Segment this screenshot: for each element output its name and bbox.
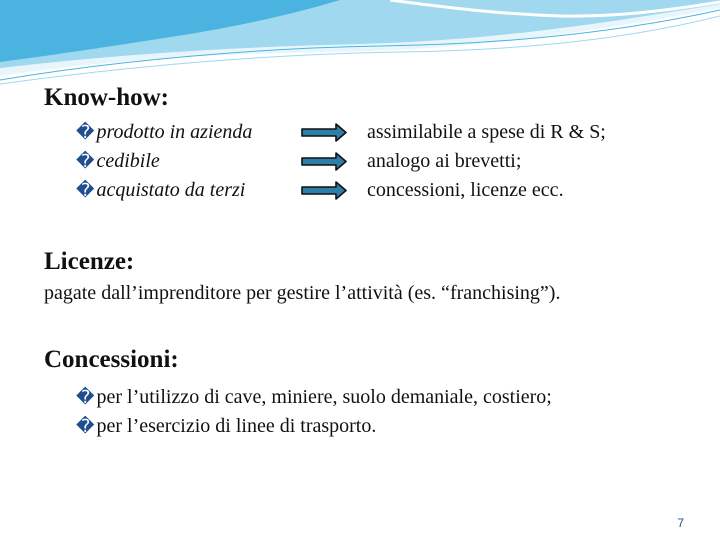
bullet-glyph: � [76, 151, 95, 171]
page-number: 7 [677, 516, 684, 530]
bullet-glyph: � [76, 416, 95, 436]
double-arrow-right-icon [300, 176, 348, 205]
knowhow-source-item: cedibile [96, 150, 160, 172]
knowhow-treatment-item: assimilabile a spese di R & S; [367, 121, 606, 143]
list-item [76, 147, 252, 176]
knowhow-source-item: acquistato da terzi [96, 179, 246, 201]
double-arrow-right-icon [300, 118, 348, 147]
list-item [76, 412, 552, 441]
licenze-heading: Licenze: [44, 248, 135, 275]
bullet-glyph: � [76, 180, 95, 200]
knowhow-treatment-item: analogo ai brevetti; [367, 150, 522, 172]
knowhow-source-item: prodotto in azienda [96, 121, 253, 143]
list-item [76, 176, 252, 205]
list-item [76, 118, 252, 147]
concessioni-list [76, 383, 552, 441]
knowhow-treatment-list [367, 118, 606, 205]
knowhow-arrows [300, 118, 348, 205]
concessioni-heading: Concessioni: [44, 346, 179, 373]
bullet-glyph: � [76, 122, 95, 142]
double-arrow-right-icon [300, 147, 348, 176]
list-item [76, 383, 552, 412]
concessioni-item: per l’esercizio di linee di trasporto. [96, 415, 377, 437]
header-wave-decoration [0, 0, 720, 90]
bullet-glyph: � [76, 387, 95, 407]
knowhow-source-list [76, 118, 252, 205]
licenze-text: pagate dall’imprenditore per gestire l’attività (es. “franchising”). [44, 282, 561, 304]
knowhow-treatment-item: concessioni, licenze ecc. [367, 179, 564, 201]
knowhow-heading: Know-how: [44, 84, 170, 111]
concessioni-item: per l’utilizzo di cave, miniere, suolo demaniale, costiero; [96, 386, 552, 408]
